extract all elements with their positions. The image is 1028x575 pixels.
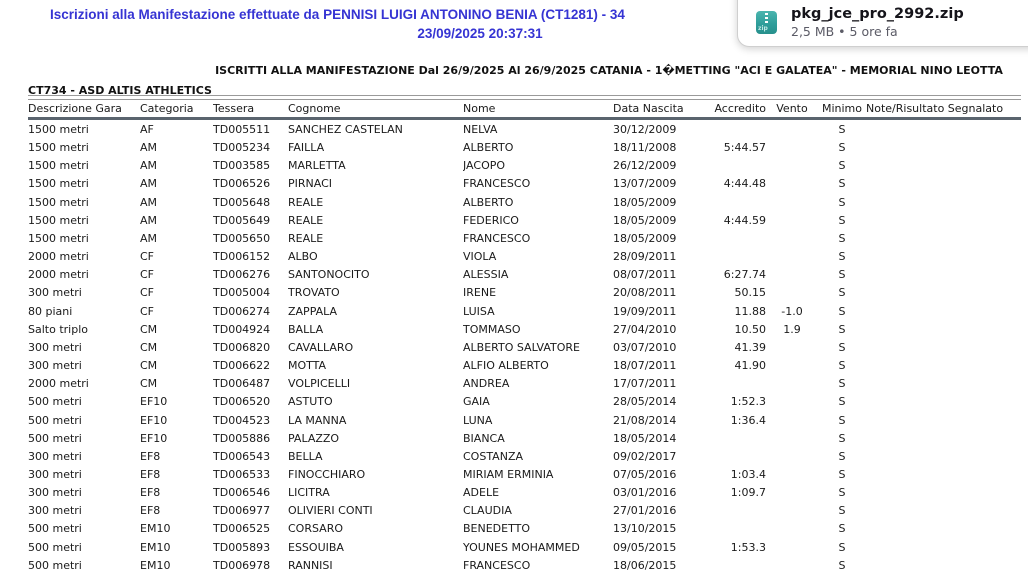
cell-vento: [766, 539, 818, 557]
cell-data-nascita: 18/07/2011: [613, 359, 677, 373]
cell-cognome: ALBO: [288, 250, 318, 264]
cell-tessera: TD005650: [213, 231, 271, 245]
cell-nome: ALESSIA: [463, 268, 509, 282]
cell-tessera: TD006977: [213, 504, 271, 518]
cell-note-risultato-segnalato: [866, 466, 1021, 484]
cell-minimo: S: [838, 395, 846, 409]
cell-tessera: TD006546: [213, 486, 271, 500]
table-row: [28, 175, 1021, 193]
cell-nome: FRANCESCO: [463, 558, 531, 572]
cell-descrizione-gara: 300 metri: [28, 286, 82, 300]
table-row: [28, 339, 1021, 357]
cell-cognome: ESSOUIBA: [288, 540, 344, 554]
cell-accredito: [700, 557, 766, 575]
cell-tessera: TD006525: [213, 522, 271, 536]
cell-nome: TOMMASO: [463, 322, 521, 336]
event-subtitle: ISCRITTI ALLA MANIFESTAZIONE Dal 26/9/2025 Al 26/9/2025 CATANIA - 1�METTING "ACI E GALATEA" - MEMORIAL NINO LEOTTA: [215, 64, 1003, 77]
cell-cognome: OLIVIERI CONTI: [288, 504, 373, 518]
cell-data-nascita: 27/01/2016: [613, 504, 677, 518]
cell-tessera: TD006520: [213, 395, 271, 409]
cell-descrizione-gara: 500 metri: [28, 395, 82, 409]
cell-tessera: TD006533: [213, 467, 271, 481]
download-filename: pkg_jce_pro_2992.zip: [791, 6, 964, 22]
cell-minimo: S: [838, 268, 846, 282]
cell-data-nascita: 18/05/2014: [613, 431, 677, 445]
cell-nome: FEDERICO: [463, 213, 519, 227]
table-row: [28, 266, 1021, 284]
table-row: [28, 157, 1021, 175]
cell-vento: [766, 284, 818, 302]
cell-cognome: SANTONOCITO: [288, 268, 370, 282]
cell-accredito: 1:53.3: [730, 540, 766, 554]
cell-descrizione-gara: 500 metri: [28, 540, 82, 554]
cell-categoria: EF8: [140, 467, 161, 481]
cell-minimo: S: [838, 195, 846, 209]
cell-vento: -1.0: [781, 304, 803, 318]
cell-categoria: AM: [140, 213, 158, 227]
cell-vento: [766, 248, 818, 266]
cell-note-risultato-segnalato: [866, 248, 1021, 266]
cell-tessera: TD005004: [213, 286, 271, 300]
cell-descrizione-gara: 300 metri: [28, 504, 82, 518]
cell-vento: [766, 212, 818, 230]
cell-minimo: S: [838, 359, 846, 373]
cell-descrizione-gara: Salto triplo: [28, 322, 88, 336]
cell-descrizione-gara: 2000 metri: [28, 377, 89, 391]
cell-nome: ALBERTO SALVATORE: [463, 340, 580, 354]
table-row: [28, 303, 1021, 321]
cell-accredito: [700, 448, 766, 466]
cell-cognome: CAVALLARO: [288, 340, 354, 354]
cell-accredito: 4:44.48: [723, 177, 766, 191]
cell-note-risultato-segnalato: [866, 194, 1021, 212]
cell-cognome: LICITRA: [288, 486, 330, 500]
cell-data-nascita: 19/09/2011: [613, 304, 677, 318]
cell-tessera: TD004523: [213, 413, 271, 427]
cell-nome: YOUNES MOHAMMED: [463, 540, 580, 554]
cell-minimo: S: [838, 123, 846, 136]
cell-note-risultato-segnalato: [866, 284, 1021, 302]
cell-note-risultato-segnalato: [866, 230, 1021, 248]
cell-nome: ALFIO ALBERTO: [463, 359, 549, 373]
cell-accredito: 41.90: [734, 359, 766, 373]
cell-descrizione-gara: 500 metri: [28, 431, 82, 445]
cell-vento: 1.9: [783, 322, 801, 336]
cell-accredito: 1:36.4: [730, 413, 766, 427]
cell-vento: [766, 557, 818, 575]
cell-minimo: S: [838, 141, 846, 155]
cell-tessera: TD006487: [213, 377, 271, 391]
cell-nome: JACOPO: [463, 159, 506, 173]
cell-data-nascita: 08/07/2011: [613, 268, 677, 282]
table-row: [28, 248, 1021, 266]
cell-accredito: [700, 520, 766, 538]
cell-accredito: [700, 375, 766, 393]
cell-vento: [766, 520, 818, 538]
cell-accredito: 41.39: [734, 340, 766, 354]
cell-tessera: TD006820: [213, 340, 271, 354]
cell-cognome: REALE: [288, 231, 324, 245]
cell-data-nascita: 28/05/2014: [613, 395, 677, 409]
cell-tessera: TD006526: [213, 177, 271, 191]
cell-cognome: BALLA: [288, 322, 324, 336]
cell-categoria: AM: [140, 177, 158, 191]
table-row: [28, 230, 1021, 248]
cell-categoria: EM10: [140, 522, 171, 536]
cell-descrizione-gara: 1500 metri: [28, 141, 89, 155]
cell-tessera: TD005649: [213, 213, 271, 227]
cell-data-nascita: 28/09/2011: [613, 250, 677, 264]
cell-accredito: 1:09.7: [730, 486, 766, 500]
cell-categoria: AM: [140, 141, 158, 155]
cell-tessera: TD004924: [213, 322, 271, 336]
column-header-cognome: Cognome: [288, 102, 341, 115]
column-header-categoria: Categoria: [140, 102, 194, 115]
cell-vento: [766, 502, 818, 520]
cell-nome: ANDREA: [463, 377, 510, 391]
cell-tessera: TD005893: [213, 540, 271, 554]
cell-nome: FRANCESCO: [463, 177, 531, 191]
cell-note-risultato-segnalato: [866, 266, 1021, 284]
cell-categoria: CF: [140, 250, 155, 264]
cell-data-nascita: 17/07/2011: [613, 377, 677, 391]
cell-categoria: CF: [140, 304, 155, 318]
cell-accredito: [700, 230, 766, 248]
cell-vento: [766, 484, 818, 502]
cell-tessera: TD005511: [213, 123, 271, 136]
cell-minimo: S: [838, 250, 846, 264]
cell-cognome: REALE: [288, 213, 324, 227]
table-row: [28, 520, 1021, 538]
cell-data-nascita: 03/07/2010: [613, 340, 677, 354]
cell-cognome: ASTUTO: [288, 395, 333, 409]
table-row: [28, 212, 1021, 230]
cell-note-risultato-segnalato: [866, 412, 1021, 430]
zip-icon-label: zip: [758, 25, 768, 32]
cell-data-nascita: 26/12/2009: [613, 159, 677, 173]
cell-tessera: TD005648: [213, 195, 271, 209]
cell-minimo: S: [838, 213, 846, 227]
cell-accredito: [700, 430, 766, 448]
cell-vento: [766, 393, 818, 411]
cell-descrizione-gara: 500 metri: [28, 522, 82, 536]
cell-nome: NELVA: [463, 123, 498, 136]
cell-categoria: EF10: [140, 413, 168, 427]
cell-accredito: [700, 502, 766, 520]
cell-minimo: S: [838, 467, 846, 481]
cell-categoria: AM: [140, 195, 158, 209]
cell-tessera: TD006152: [213, 250, 271, 264]
cell-descrizione-gara: 1500 metri: [28, 231, 89, 245]
table-row: [28, 448, 1021, 466]
cell-vento: [766, 375, 818, 393]
column-header-descrizione-gara: Descrizione Gara: [28, 102, 122, 115]
cell-categoria: CF: [140, 286, 155, 300]
cell-vento: [766, 266, 818, 284]
cell-minimo: S: [838, 304, 846, 318]
cell-note-risultato-segnalato: [866, 357, 1021, 375]
cell-vento: [766, 412, 818, 430]
cell-note-risultato-segnalato: [866, 157, 1021, 175]
cell-accredito: 11.88: [734, 304, 766, 318]
cell-accredito: 4:44.59: [723, 213, 766, 227]
cell-accredito: [700, 157, 766, 175]
cell-nome: IRENE: [463, 286, 497, 300]
cell-note-risultato-segnalato: [866, 430, 1021, 448]
table-header-row: [28, 101, 1021, 116]
table-row: [28, 502, 1021, 520]
cell-tessera: TD006276: [213, 268, 271, 282]
cell-descrizione-gara: 300 metri: [28, 486, 82, 500]
cell-nome: ALBERTO: [463, 195, 514, 209]
page-title-datetime: 23/09/2025 20:37:31: [417, 26, 543, 41]
table-row: [28, 466, 1021, 484]
table-row: [28, 393, 1021, 411]
cell-nome: MIRIAM ERMINIA: [463, 467, 554, 481]
cell-categoria: AM: [140, 159, 158, 173]
column-header-note-risultato-segnalato: Note/Risultato Segnalato: [866, 102, 1004, 115]
cell-tessera: TD005886: [213, 431, 271, 445]
column-header-nome: Nome: [463, 102, 496, 115]
cell-minimo: S: [838, 540, 846, 554]
cell-descrizione-gara: 300 metri: [28, 449, 82, 463]
column-header-accredito: Accredito: [714, 102, 766, 115]
cell-accredito: [700, 248, 766, 266]
cell-tessera: TD006274: [213, 304, 271, 318]
cell-vento: [766, 357, 818, 375]
cell-cognome: SANCHEZ CASTELAN: [288, 123, 403, 136]
cell-categoria: EF8: [140, 486, 161, 500]
cell-descrizione-gara: 300 metri: [28, 340, 82, 354]
cell-data-nascita: 30/12/2009: [613, 123, 677, 136]
cell-cognome: RANNISI: [288, 558, 333, 572]
zip-file-icon: [756, 11, 777, 34]
cell-minimo: S: [838, 558, 846, 572]
cell-categoria: EF10: [140, 395, 168, 409]
cell-note-risultato-segnalato: [866, 520, 1021, 538]
cell-note-risultato-segnalato: [866, 175, 1021, 193]
cell-nome: ADELE: [463, 486, 500, 500]
cell-accredito: 6:27.74: [723, 268, 766, 282]
cell-minimo: S: [838, 522, 846, 536]
cell-nome: CLAUDIA: [463, 504, 512, 518]
cell-data-nascita: 09/05/2015: [613, 540, 677, 554]
cell-note-risultato-segnalato: [866, 339, 1021, 357]
cell-accredito: 50.15: [734, 286, 766, 300]
cell-data-nascita: 07/05/2016: [613, 467, 677, 481]
cell-vento: [766, 430, 818, 448]
cell-minimo: S: [838, 322, 846, 336]
cell-data-nascita: 18/11/2008: [613, 141, 677, 155]
table-row: [28, 357, 1021, 375]
cell-note-risultato-segnalato: [866, 484, 1021, 502]
cell-minimo: S: [838, 231, 846, 245]
cell-cognome: BELLA: [288, 449, 323, 463]
download-notification[interactable]: [737, 0, 1028, 47]
column-header-data-nascita: Data Nascita: [613, 102, 684, 115]
cell-minimo: S: [838, 449, 846, 463]
cell-vento: [766, 139, 818, 157]
cell-descrizione-gara: 1500 metri: [28, 123, 89, 136]
cell-data-nascita: 18/05/2009: [613, 213, 677, 227]
cell-categoria: CM: [140, 340, 158, 354]
cell-minimo: S: [838, 340, 846, 354]
cell-minimo: S: [838, 377, 846, 391]
cell-cognome: ZAPPALA: [288, 304, 338, 318]
cell-cognome: TROVATO: [288, 286, 340, 300]
cell-data-nascita: 21/08/2014: [613, 413, 677, 427]
cell-cognome: REALE: [288, 195, 324, 209]
cell-categoria: AM: [140, 231, 158, 245]
cell-nome: ALBERTO: [463, 141, 514, 155]
cell-data-nascita: 03/01/2016: [613, 486, 677, 500]
cell-vento: [766, 230, 818, 248]
zipper-graphic: [765, 13, 768, 25]
table-row: [28, 194, 1021, 212]
cell-nome: LUNA: [463, 413, 493, 427]
cell-accredito: 1:52.3: [730, 395, 766, 409]
cell-descrizione-gara: 500 metri: [28, 558, 82, 572]
cell-vento: [766, 339, 818, 357]
cell-data-nascita: 13/10/2015: [613, 522, 677, 536]
cell-nome: FRANCESCO: [463, 231, 531, 245]
cell-note-risultato-segnalato: [866, 212, 1021, 230]
table-row: [28, 412, 1021, 430]
cell-vento: [766, 194, 818, 212]
page-title: Iscrizioni alla Manifestazione effettuate da PENNISI LUIGI ANTONINO BENIA (CT1281) - 34: [50, 7, 625, 22]
cell-minimo: S: [838, 413, 846, 427]
download-details: 2,5 MB • 5 ore fa: [791, 24, 898, 39]
cell-data-nascita: 27/04/2010: [613, 322, 677, 336]
cell-vento: [766, 466, 818, 484]
cell-accredito: 1:03.4: [730, 467, 766, 481]
cell-data-nascita: 13/07/2009: [613, 177, 677, 191]
cell-note-risultato-segnalato: [866, 539, 1021, 557]
cell-note-risultato-segnalato: [866, 502, 1021, 520]
cell-categoria: CM: [140, 359, 158, 373]
table-top-rule: [28, 95, 1021, 100]
table-header-rule: [28, 117, 1021, 120]
cell-accredito: 5:44.57: [723, 141, 766, 155]
cell-minimo: S: [838, 177, 846, 191]
cell-categoria: EF8: [140, 449, 161, 463]
cell-vento: [766, 175, 818, 193]
column-header-tessera: Tessera: [213, 102, 255, 115]
cell-cognome: PIRNACI: [288, 177, 333, 191]
cell-descrizione-gara: 2000 metri: [28, 268, 89, 282]
column-header-minimo: Minimo: [821, 102, 863, 115]
cell-tessera: TD006543: [213, 449, 271, 463]
cell-vento: [766, 448, 818, 466]
cell-vento: [766, 121, 818, 139]
cell-note-risultato-segnalato: [866, 557, 1021, 575]
cell-descrizione-gara: 300 metri: [28, 359, 82, 373]
cell-data-nascita: 20/08/2011: [613, 286, 677, 300]
cell-nome: BENEDETTO: [463, 522, 530, 536]
cell-categoria: AF: [140, 123, 154, 136]
cell-categoria: CF: [140, 268, 155, 282]
cell-descrizione-gara: 1500 metri: [28, 177, 89, 191]
cell-note-risultato-segnalato: [866, 321, 1021, 339]
table-row: [28, 375, 1021, 393]
cell-cognome: CORSARO: [288, 522, 343, 536]
cell-note-risultato-segnalato: [866, 448, 1021, 466]
cell-categoria: EM10: [140, 540, 171, 554]
cell-data-nascita: 18/05/2009: [613, 195, 677, 209]
table-row: [28, 121, 1021, 139]
table-row: [28, 139, 1021, 157]
cell-cognome: MARLETTA: [288, 159, 346, 173]
cell-data-nascita: 18/05/2009: [613, 231, 677, 245]
table-row: [28, 557, 1021, 575]
cell-categoria: EF8: [140, 504, 161, 518]
cell-categoria: EF10: [140, 431, 168, 445]
cell-cognome: VOLPICELLI: [288, 377, 351, 391]
cell-data-nascita: 18/06/2015: [613, 558, 677, 572]
cell-categoria: EM10: [140, 558, 171, 572]
cell-minimo: S: [838, 486, 846, 500]
table-row: [28, 539, 1021, 557]
cell-accredito: [700, 121, 766, 139]
cell-minimo: S: [838, 286, 846, 300]
cell-categoria: CM: [140, 377, 158, 391]
table-body: [28, 121, 1021, 575]
cell-minimo: S: [838, 159, 846, 173]
cell-cognome: PALAZZO: [288, 431, 340, 445]
cell-data-nascita: 09/02/2017: [613, 449, 677, 463]
cell-minimo: S: [838, 504, 846, 518]
cell-descrizione-gara: 1500 metri: [28, 213, 89, 227]
cell-descrizione-gara: 300 metri: [28, 467, 82, 481]
column-header-vento: Vento: [776, 102, 808, 115]
cell-note-risultato-segnalato: [866, 303, 1021, 321]
cell-cognome: FAILLA: [288, 141, 325, 155]
table-row: [28, 284, 1021, 302]
cell-tessera: TD006978: [213, 558, 271, 572]
cell-descrizione-gara: 2000 metri: [28, 250, 89, 264]
cell-nome: GAIA: [463, 395, 490, 409]
cell-accredito: [700, 194, 766, 212]
cell-descrizione-gara: 80 piani: [28, 304, 73, 318]
cell-minimo: S: [838, 431, 846, 445]
cell-note-risultato-segnalato: [866, 121, 1021, 139]
cell-nome: COSTANZA: [463, 449, 524, 463]
cell-vento: [766, 157, 818, 175]
cell-cognome: LA MANNA: [288, 413, 347, 427]
club-header: CT734 - ASD ALTIS ATHLETICS: [28, 84, 212, 97]
cell-tessera: TD003585: [213, 159, 271, 173]
cell-categoria: CM: [140, 322, 158, 336]
cell-descrizione-gara: 1500 metri: [28, 159, 89, 173]
cell-tessera: TD006622: [213, 359, 271, 373]
cell-cognome: FINOCCHIARO: [288, 467, 366, 481]
cell-nome: LUISA: [463, 304, 495, 318]
table-row: [28, 484, 1021, 502]
cell-descrizione-gara: 500 metri: [28, 413, 82, 427]
cell-note-risultato-segnalato: [866, 393, 1021, 411]
cell-tessera: TD005234: [213, 141, 271, 155]
cell-accredito: 10.50: [734, 322, 766, 336]
cell-descrizione-gara: 1500 metri: [28, 195, 89, 209]
table-row: [28, 430, 1021, 448]
cell-nome: VIOLA: [463, 250, 497, 264]
table-row: [28, 321, 1021, 339]
cell-note-risultato-segnalato: [866, 375, 1021, 393]
cell-cognome: MOTTA: [288, 359, 327, 373]
cell-nome: BIANCA: [463, 431, 505, 445]
cell-note-risultato-segnalato: [866, 139, 1021, 157]
